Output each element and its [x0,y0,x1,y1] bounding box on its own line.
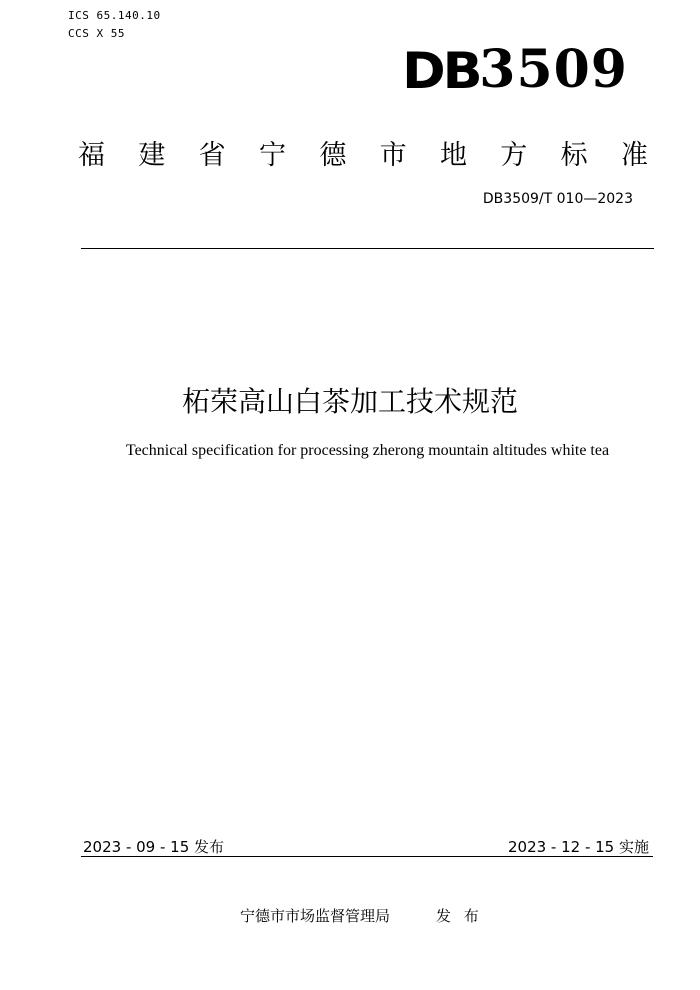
top-divider [81,248,654,249]
ccs-code: CCS X 55 [68,27,125,40]
level-char: 宁 [258,140,286,171]
level-char: 省 [198,140,226,171]
level-char: 福 [78,140,105,171]
level-char: 方 [500,140,528,171]
level-char: 建 [138,140,166,171]
level-char: 准 [620,140,648,171]
standard-number: DB3509/T 010—2023 [482,191,633,207]
standard-level-title [78,133,648,172]
logo-db-text: DB [401,42,480,100]
level-char: 德 [319,140,347,171]
document-title-english: Technical specification for processing zherong mountain altitudes white tea [125,442,610,459]
standard-logo [401,39,628,100]
implement-date: 2023 - 12 - 15 实施 [507,838,649,856]
level-char: 地 [439,140,467,171]
level-char: 标 [560,140,588,171]
issue-label: 发 布 [436,907,483,925]
publish-date: 2023 - 09 - 15 发布 [83,838,225,856]
ics-code: ICS 65.140.10 [68,9,161,22]
issuing-authority: 宁德市市场监督管理局 [240,907,391,925]
level-char: 市 [379,140,407,171]
logo-number-text: 3509 [479,39,628,100]
document-title-chinese: 柘荣高山白茶加工技术规范 [181,385,518,418]
bottom-divider [81,856,653,857]
